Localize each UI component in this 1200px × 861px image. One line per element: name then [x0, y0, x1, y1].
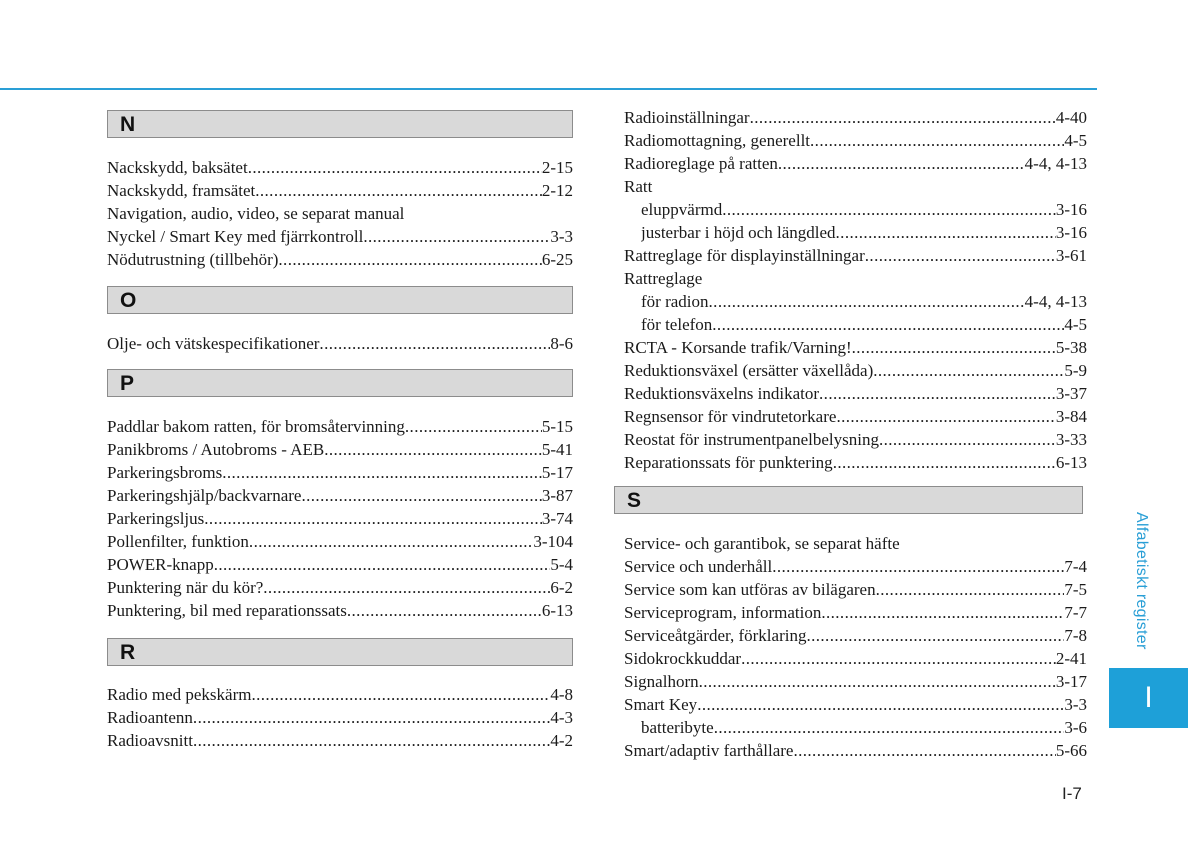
- index-entry[interactable]: Smart/adaptiv farthållare ..... 5-66: [624, 738, 1087, 761]
- index-entry[interactable]: Reduktionsväxelns indikator ..... 3-37: [624, 381, 1087, 404]
- section-header-p: [107, 369, 573, 397]
- index-entry[interactable]: Nackskydd, baksätet ..... 2-15: [107, 155, 573, 178]
- index-entry[interactable]: POWER-knapp ..... 5-4: [107, 552, 573, 575]
- index-subentry[interactable]: för radion ..... 4-4, 4-13: [641, 289, 1087, 312]
- section-tab[interactable]: [1109, 668, 1188, 728]
- index-entry[interactable]: Nödutrustning (tillbehör) ..... 6-25: [107, 247, 573, 270]
- index-entry[interactable]: Parkeringshjälp/backvarnare ..... 3-87: [107, 483, 573, 506]
- index-entry[interactable]: Navigation, audio, video, se separat manual: [107, 204, 405, 223]
- index-subentry[interactable]: eluppvärmd ..... 3-16: [641, 197, 1087, 220]
- index-entry[interactable]: Reduktionsväxel (ersätter växellåda) ..... 5-9: [624, 358, 1087, 381]
- index-entry[interactable]: Punktering när du kör? ..... 6-2: [107, 575, 573, 598]
- index-entry[interactable]: Smart Key ..... 3-3: [624, 692, 1087, 715]
- section-header-r: [107, 638, 573, 666]
- page-number: I-7: [1062, 784, 1082, 803]
- index-entry[interactable]: Ratt: [624, 177, 653, 196]
- section-letter: P: [120, 372, 135, 395]
- index-entry[interactable]: RCTA - Korsande trafik/Varning! ..... 5-38: [624, 335, 1087, 358]
- index-entry[interactable]: Serviceprogram, information ..... 7-7: [624, 600, 1087, 623]
- section-letter: R: [120, 641, 136, 664]
- index-entry[interactable]: Parkeringsljus ..... 3-74: [107, 506, 573, 529]
- index-entry[interactable]: Rattreglage: [624, 269, 703, 288]
- index-entry[interactable]: Radioreglage på ratten ..... 4-4, 4-13: [624, 151, 1087, 174]
- index-entry[interactable]: Radioinställningar ..... 4-40: [624, 105, 1087, 128]
- section-tab-label: Alfabetiskt register: [1133, 512, 1150, 650]
- index-entry[interactable]: Nyckel / Smart Key med fjärrkontroll ..... 3-3: [107, 224, 573, 247]
- index-entry[interactable]: Regnsensor för vindrutetorkare ..... 3-84: [624, 404, 1087, 427]
- top-rule: [0, 88, 1097, 90]
- section-header-s: [614, 486, 1083, 514]
- index-entry[interactable]: Serviceåtgärder, förklaring ..... 7-8: [624, 623, 1087, 646]
- section-letter: S: [627, 489, 642, 512]
- index-entry[interactable]: Olje- och vätskespecifikationer ..... 8-6: [107, 331, 573, 354]
- index-entry[interactable]: Radioantenn ..... 4-3: [107, 705, 573, 728]
- index-entry[interactable]: Rattreglage för displayinställningar ..... 3-61: [624, 243, 1087, 266]
- index-entry[interactable]: Panikbroms / Autobroms - AEB ..... 5-41: [107, 437, 573, 460]
- index-entry[interactable]: Service- och garantibok, se separat häfte: [624, 534, 900, 553]
- section-letter: N: [120, 113, 136, 136]
- index-entry[interactable]: Pollenfilter, funktion ..... 3-104: [107, 529, 573, 552]
- index-subentry[interactable]: justerbar i höjd och längdled ..... 3-16: [641, 220, 1087, 243]
- index-entry[interactable]: Radio med pekskärm ..... 4-8: [107, 682, 573, 705]
- index-entry[interactable]: Signalhorn ..... 3-17: [624, 669, 1087, 692]
- index-entry[interactable]: Sidokrockkuddar ..... 2-41: [624, 646, 1087, 669]
- index-entry[interactable]: Parkeringsbroms ..... 5-17: [107, 460, 573, 483]
- index-entry[interactable]: Reparationssats för punktering ..... 6-13: [624, 450, 1087, 473]
- index-entry[interactable]: Radiomottagning, generellt ..... 4-5: [624, 128, 1087, 151]
- index-entry[interactable]: Paddlar bakom ratten, för bromsåtervinning ..... 5-15: [107, 414, 573, 437]
- index-entry[interactable]: Service och underhåll ..... 7-4: [624, 554, 1087, 577]
- index-entry[interactable]: Nackskydd, framsätet ..... 2-12: [107, 178, 573, 201]
- index-subentry[interactable]: batteribyte ..... 3-6: [641, 715, 1087, 738]
- index-entry[interactable]: Reostat för instrumentpanelbelysning ..... 3-33: [624, 427, 1087, 450]
- section-letter: O: [120, 289, 137, 312]
- index-entry[interactable]: Service som kan utföras av bilägaren ..... 7-5: [624, 577, 1087, 600]
- index-entry[interactable]: Radioavsnitt ..... 4-2: [107, 728, 573, 751]
- section-header-o: [107, 286, 573, 314]
- index-entry[interactable]: Punktering, bil med reparationssats ..... 6-13: [107, 598, 573, 621]
- section-tab-letter: I: [1144, 681, 1153, 714]
- index-subentry[interactable]: för telefon ..... 4-5: [641, 312, 1087, 335]
- section-header-n: [107, 110, 573, 138]
